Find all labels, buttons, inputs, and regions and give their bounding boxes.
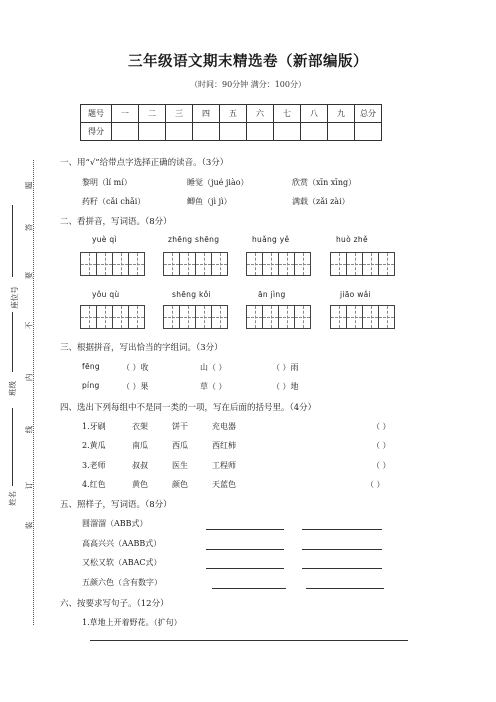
q3-blank[interactable]: 山（ ） <box>200 363 227 372</box>
exam-subtitle: （时间：90分钟 满分：100分） <box>190 80 306 89</box>
q4-answer-paren[interactable]: （ ） <box>372 422 391 431</box>
q4-answer-paren[interactable]: （ ） <box>372 461 391 470</box>
score-col: 九 <box>328 105 355 123</box>
q6-heading: 六、按要求写句子。（12分） <box>60 599 169 609</box>
seal-char: 线 <box>24 425 34 434</box>
score-cell[interactable] <box>301 123 328 141</box>
q4-word: 西瓜 <box>172 441 188 450</box>
score-cell[interactable] <box>139 123 166 141</box>
q6-item-1: 1.草地上开着野花。（扩句） <box>82 618 182 627</box>
score-cell[interactable] <box>112 123 139 141</box>
q2-pinyin: yǒu qù <box>92 290 120 299</box>
seal-char: 装 <box>24 521 34 530</box>
score-table <box>80 104 382 141</box>
q5-answer-line[interactable] <box>302 568 382 569</box>
q5-answer-line[interactable] <box>206 549 284 550</box>
seal-char: 不 <box>24 321 34 330</box>
q3-heading: 三、根据拼音，写出恰当的字组词。（3分） <box>60 343 223 353</box>
q1-item[interactable]: 药籽（cǎi chǎi） <box>82 197 146 206</box>
q5-example: 又松又软（ABAC式） <box>82 558 162 567</box>
q1-item[interactable]: 黎明（lí mí） <box>82 178 132 187</box>
seal-char: 题 <box>24 181 34 190</box>
score-cell[interactable] <box>193 123 220 141</box>
score-cell[interactable] <box>355 123 382 141</box>
score-cell[interactable] <box>220 123 247 141</box>
q2-pinyin: jiāo wǎi <box>340 290 371 299</box>
score-col: 二 <box>139 105 166 123</box>
q2-pinyin: huǎng yě <box>252 235 290 244</box>
q1-item[interactable]: 欣赏（xīn xīng） <box>292 178 357 187</box>
writing-grid[interactable] <box>163 252 228 276</box>
margin-label-class: 班级 <box>8 381 17 396</box>
q4-word: 颜色 <box>172 480 188 489</box>
score-col: 六 <box>247 105 274 123</box>
q5-answer-line[interactable] <box>212 588 286 589</box>
q4-heading: 四、选出下列每组中不是同一类的一项，写在后面的括号里。（4分） <box>60 403 317 413</box>
score-col: 总分 <box>355 105 382 123</box>
score-table-score-row <box>81 123 382 141</box>
q3-blank[interactable]: （ ）雨 <box>272 363 299 372</box>
score-col: 八 <box>301 105 328 123</box>
q4-answer-paren[interactable]: （ ） <box>366 480 385 489</box>
q2-pinyin: zhēng shēng <box>168 235 220 244</box>
score-table-header-row <box>81 105 382 123</box>
writing-grid[interactable] <box>246 252 311 276</box>
q5-example: 五颜六色（含有数字） <box>82 578 162 587</box>
score-cell[interactable] <box>274 123 301 141</box>
q4-word: 医生 <box>172 461 188 470</box>
q4-word: 衣架 <box>132 422 148 431</box>
writing-grid[interactable] <box>330 305 395 329</box>
class-blank <box>12 312 13 372</box>
q4-word: 天蓝色 <box>212 480 236 489</box>
score-col: 五 <box>220 105 247 123</box>
writing-grid[interactable] <box>246 305 311 329</box>
score-header-label: 题号 <box>81 105 112 123</box>
q5-answer-line[interactable] <box>302 549 382 550</box>
q5-answer-line[interactable] <box>302 529 382 530</box>
q4-word: 叔叔 <box>132 461 148 470</box>
writing-grid[interactable] <box>80 252 145 276</box>
q4-word: 西红柿 <box>212 441 236 450</box>
q4-word: 工程师 <box>212 461 236 470</box>
q2-pinyin: huò zhě <box>336 235 368 244</box>
score-col: 四 <box>193 105 220 123</box>
seal-char: 内 <box>24 373 34 382</box>
q2-heading: 二、看拼音，写词语。（8分） <box>60 217 172 227</box>
q1-item[interactable]: 鲫鱼（jì jì） <box>187 197 232 206</box>
score-row-label: 得分 <box>81 123 112 141</box>
q2-pinyin: yuè qì <box>92 235 117 244</box>
writing-grid[interactable] <box>163 305 228 329</box>
q4-word: 2.黄瓜 <box>82 441 106 450</box>
q3-pinyin: fēng <box>82 362 100 371</box>
score-col: 七 <box>274 105 301 123</box>
q4-word: 南瓜 <box>132 441 148 450</box>
q4-word: 3.老师 <box>82 461 106 470</box>
q4-word: 黄色 <box>132 480 148 489</box>
q5-example: 高高兴兴（AABB式） <box>82 539 162 548</box>
seat-blank <box>12 205 13 277</box>
score-col: 三 <box>166 105 193 123</box>
q1-item[interactable]: 睡觉（jué jiào） <box>187 178 249 187</box>
q5-answer-line[interactable] <box>206 529 284 530</box>
page-title: 三年级语文期末精选卷（新部编版） <box>128 53 368 70</box>
q5-answer-line[interactable] <box>306 588 384 589</box>
score-cell[interactable] <box>166 123 193 141</box>
q4-word: 1.牙刷 <box>82 422 106 431</box>
seal-char: 答 <box>24 223 34 232</box>
q1-heading: 一、用“√”给带点字选择正确的读音。（3分） <box>60 158 229 168</box>
seal-char: 要 <box>24 271 34 280</box>
q5-answer-line[interactable] <box>206 568 284 569</box>
writing-grid[interactable] <box>330 252 395 276</box>
q3-blank[interactable]: （ ）地 <box>272 382 299 391</box>
q4-word: 4.红色 <box>82 480 106 489</box>
score-col: 一 <box>112 105 139 123</box>
q2-pinyin: ān jìng <box>258 290 286 299</box>
q3-blank[interactable]: 草（ ） <box>200 382 227 391</box>
q1-item[interactable]: 满载（zǎi zài） <box>292 197 350 206</box>
q6-answer-line[interactable] <box>90 640 408 641</box>
q4-word: 饼干 <box>172 422 188 431</box>
q3-pinyin: píng <box>82 381 100 390</box>
q4-answer-paren[interactable]: （ ） <box>372 441 391 450</box>
margin-label-seat: 座位号 <box>9 286 19 309</box>
score-cell[interactable] <box>247 123 274 141</box>
q5-example: 圆溜溜（ABB式） <box>82 519 148 528</box>
q5-heading: 五、照样子，写词语。（8分） <box>60 500 172 510</box>
seal-char: 订 <box>24 481 34 490</box>
q4-word: 充电器 <box>212 422 236 431</box>
q3-blank[interactable]: （ ）收 <box>122 363 149 372</box>
margin-label-name: 姓名 <box>8 491 17 506</box>
writing-grid[interactable] <box>80 305 145 329</box>
score-cell[interactable] <box>328 123 355 141</box>
name-blank <box>12 408 13 486</box>
q2-pinyin: shēng kǒi <box>172 290 211 299</box>
q3-blank[interactable]: （ ）果 <box>122 382 149 391</box>
